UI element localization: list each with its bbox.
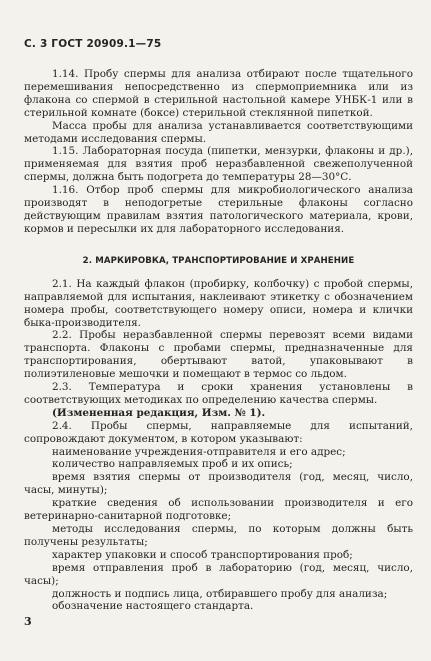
paragraph-2-3: 2.3. Температура и сроки хранения установлены в соответствующих методиках по определению качества спермы. xyxy=(24,381,413,406)
amendment-note: (Измененная редакция, Изм. № 1). xyxy=(52,406,266,419)
paragraph-1-16: 1.16. Отбор проб спермы для микробиологического анализа производят в неподогретые стерильные флаконы согласно действующим правилам взятия патологического материала, крови, кормов и пересылки их для лабораторного исследования. xyxy=(24,184,413,235)
list-item: характер упаковки и способ транспортирования проб; xyxy=(52,548,353,561)
list-item: количество направляемых проб и их опись; xyxy=(52,458,293,471)
paragraph-1-15: 1.15. Лабораторная посуда (пипетки, мензурки, флаконы и др.), применяемая для взятия проб неразбавленной свежеполученной спермы, должна быть подогрета до температуры 28—30°С. xyxy=(24,145,413,184)
paragraph-mass: Масса пробы для анализа устанавливается соответствующими методами исследования спермы. xyxy=(24,119,413,145)
list-item: время отправления проб в лабораторию (год, месяц, число, часы); xyxy=(24,561,413,587)
paragraph-2-2: 2.2. Пробы неразбавленной спермы перевозят всеми видами транспорта. Флаконы с пробами спермы, предназначенные для транспортирования, обертывают ватой, упаковывают в полиэтиленовые мешочки и помещают в термос со льдом. xyxy=(24,329,413,381)
page-header: С. 3 ГОСТ 20909.1—75 xyxy=(24,38,162,50)
document-body xyxy=(24,68,413,613)
page-number: 3 xyxy=(24,615,32,628)
list-item: краткие сведения об использовании производителя и его ветеринарно-санитарной подготовке; xyxy=(24,497,413,523)
paragraph-1-14: 1.14. Пробу спермы для анализа отбирают после тщательного перемешивания непосредственно из спермоприемника или из флакона со спермой в стерильной настольной камере УНБК-1 или в стерильной комнате (боксе) стерильной стеклянной пипеткой. xyxy=(24,68,413,119)
list-item: должность и подпись лица, отбиравшего пробу для анализа; xyxy=(52,587,388,600)
list-item: обозначение настоящего стандарта. xyxy=(52,600,254,613)
list-item: время взятия спермы от производителя (год, месяц, число, часы, минуты); xyxy=(24,471,413,497)
paragraph-2-1: 2.1. На каждый флакон (пробирку, колбочку) с пробой спермы, направляемой для испытания, наклеивают этикетку с обозначением номера пробы, соответствующего номеру описи, номера и клички быка-производителя. xyxy=(24,277,413,329)
list-item: методы исследования спермы, по которым должны быть получены результаты; xyxy=(24,523,413,548)
list-item: наименование учреждения-отправителя и его адрес; xyxy=(52,445,346,458)
section-heading: 2. МАРКИРОВКА, ТРАНСПОРТИРОВАНИЕ И ХРАНЕНИЕ xyxy=(82,255,355,266)
paragraph-2-4: 2.4. Пробы спермы, направляемые для испытаний, сопровождают документом, в котором указывают: xyxy=(24,419,413,445)
